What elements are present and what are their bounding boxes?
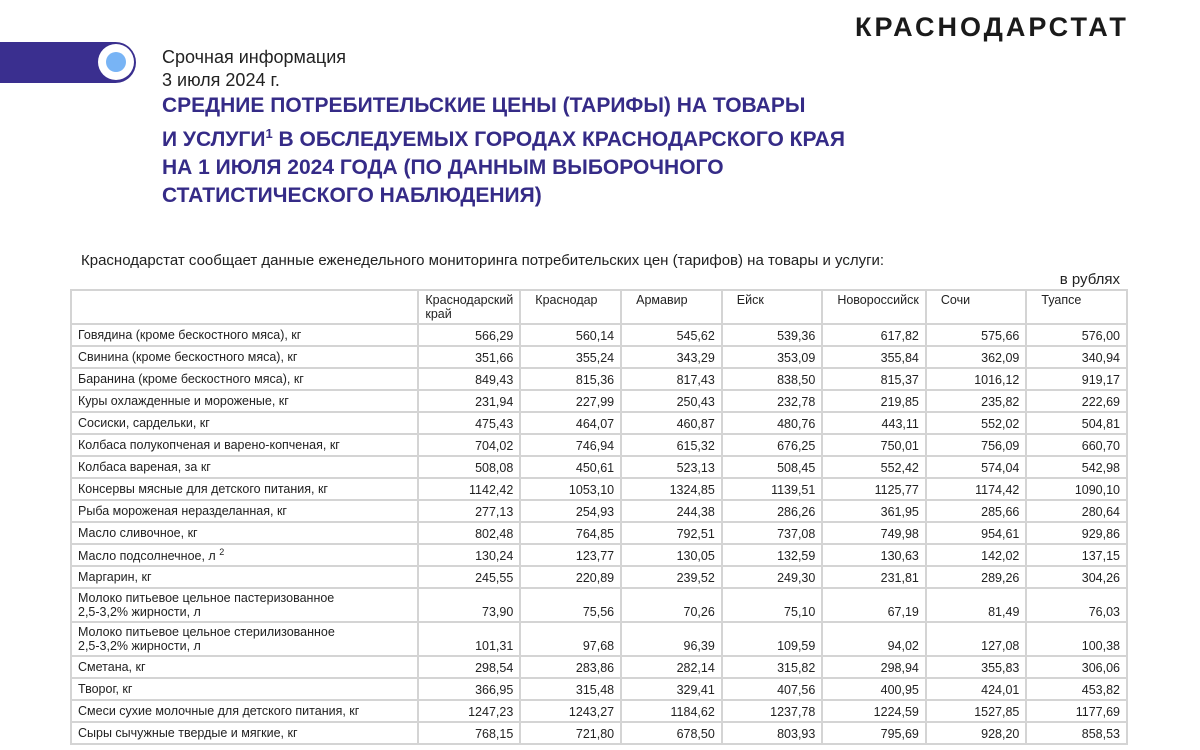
price-cell: 542,98 xyxy=(1026,456,1127,478)
price-cell: 249,30 xyxy=(722,566,823,588)
price-cell: 721,80 xyxy=(520,722,621,744)
product-label-line2: 2,5-3,2% жирности, л xyxy=(78,605,201,620)
price-cell: 109,59 xyxy=(722,622,823,656)
price-cell: 566,29 xyxy=(418,324,520,346)
page-title xyxy=(162,92,845,210)
table-row xyxy=(71,478,1127,500)
price-cell: 764,85 xyxy=(520,522,621,544)
price-cell: 545,62 xyxy=(621,324,722,346)
price-cell: 504,81 xyxy=(1026,412,1127,434)
price-cell: 802,48 xyxy=(418,522,520,544)
price-cell: 480,76 xyxy=(722,412,823,434)
price-cell: 704,02 xyxy=(418,434,520,456)
price-cell: 756,09 xyxy=(926,434,1027,456)
column-header: Сочи xyxy=(926,290,1027,324)
product-label: Молоко питьевое цельное пастеризованное xyxy=(78,591,335,606)
table-row xyxy=(71,500,1127,522)
price-cell: 615,32 xyxy=(621,434,722,456)
price-cell: 97,68 xyxy=(520,622,621,656)
product-name xyxy=(71,412,418,434)
price-cell: 96,39 xyxy=(621,622,722,656)
product-name xyxy=(71,700,418,722)
price-cell: 81,49 xyxy=(926,588,1027,622)
column-header: Ейск xyxy=(722,290,823,324)
price-cell: 858,53 xyxy=(1026,722,1127,744)
product-label: Свинина (кроме бескостного мяса), кг xyxy=(78,350,298,364)
price-cell: 231,94 xyxy=(418,390,520,412)
price-cell: 575,66 xyxy=(926,324,1027,346)
price-cell: 355,24 xyxy=(520,346,621,368)
price-cell: 676,25 xyxy=(722,434,823,456)
price-cell: 235,82 xyxy=(926,390,1027,412)
price-cell: 306,06 xyxy=(1026,656,1127,678)
price-cell: 574,04 xyxy=(926,456,1027,478)
price-cell: 232,78 xyxy=(722,390,823,412)
price-cell: 1324,85 xyxy=(621,478,722,500)
price-cell: 245,55 xyxy=(418,566,520,588)
table-row xyxy=(71,544,1127,566)
price-cell: 617,82 xyxy=(822,324,926,346)
units-label: в рублях xyxy=(1059,271,1120,288)
price-cell: 1090,10 xyxy=(1026,478,1127,500)
price-cell: 815,36 xyxy=(520,368,621,390)
product-label: Сыры сычужные твердые и мягкие, кг xyxy=(78,726,298,741)
price-cell: 795,69 xyxy=(822,722,926,744)
price-cell: 1016,12 xyxy=(926,368,1027,390)
title-text: В ОБСЛЕДУЕМЫХ ГОРОДАХ КРАСНОДАРСКОГО КРАЯ xyxy=(272,128,845,151)
price-cell: 954,61 xyxy=(926,522,1027,544)
price-cell: 70,26 xyxy=(621,588,722,622)
product-label: Колбаса полукопченая и варено-копченая, кг xyxy=(78,438,340,452)
price-cell: 749,98 xyxy=(822,522,926,544)
product-name xyxy=(71,346,418,368)
price-cell: 254,93 xyxy=(520,500,621,522)
price-cell: 552,42 xyxy=(822,456,926,478)
title-line xyxy=(162,120,845,154)
price-cell: 343,29 xyxy=(621,346,722,368)
price-cell: 94,02 xyxy=(822,622,926,656)
product-name xyxy=(71,722,418,744)
table-row xyxy=(71,390,1127,412)
table-row xyxy=(71,622,1127,656)
price-cell: 285,66 xyxy=(926,500,1027,522)
product-name xyxy=(71,678,418,700)
product-label: Баранина (кроме бескостного мяса), кг xyxy=(78,372,304,386)
price-cell: 277,13 xyxy=(418,500,520,522)
product-label: Консервы мясные для детского питания, кг xyxy=(78,482,328,496)
price-cell: 1247,23 xyxy=(418,700,520,722)
price-cell: 137,15 xyxy=(1026,544,1127,566)
price-cell: 1237,78 xyxy=(722,700,823,722)
product-label: Сметана, кг xyxy=(78,660,146,675)
price-cell: 75,56 xyxy=(520,588,621,622)
price-cell: 100,38 xyxy=(1026,622,1127,656)
column-header: Краснодар xyxy=(520,290,621,324)
product-name xyxy=(71,656,418,678)
column-header: Краснодарский край xyxy=(418,290,520,324)
price-cell: 127,08 xyxy=(926,622,1027,656)
product-label: Говядина (кроме бескостного мяса), кг xyxy=(78,328,302,342)
table-row xyxy=(71,678,1127,700)
price-cell: 130,63 xyxy=(822,544,926,566)
price-cell: 1053,10 xyxy=(520,478,621,500)
price-cell: 660,70 xyxy=(1026,434,1127,456)
product-name xyxy=(71,324,418,346)
price-cell: 750,01 xyxy=(822,434,926,456)
product-name xyxy=(71,522,418,544)
price-cell: 227,99 xyxy=(520,390,621,412)
title-text: И УСЛУГИ xyxy=(162,128,266,151)
price-cell: 298,94 xyxy=(822,656,926,678)
price-cell: 222,69 xyxy=(1026,390,1127,412)
price-cell: 1142,42 xyxy=(418,478,520,500)
price-cell: 424,01 xyxy=(926,678,1027,700)
product-name xyxy=(71,588,418,622)
product-label: Творог, кг xyxy=(78,682,133,697)
document-kind: Срочная информация xyxy=(162,47,347,67)
document-date: 3 июля 2024 г. xyxy=(162,70,280,90)
price-cell: 817,43 xyxy=(621,368,722,390)
prices-table xyxy=(70,289,1128,745)
product-name xyxy=(71,368,418,390)
table-row xyxy=(71,368,1127,390)
price-cell: 351,66 xyxy=(418,346,520,368)
price-cell: 353,09 xyxy=(722,346,823,368)
price-cell: 298,54 xyxy=(418,656,520,678)
column-header: Новороссийск xyxy=(822,290,926,324)
product-label-line2: 2,5-3,2% жирности, л xyxy=(78,639,201,654)
price-cell: 1224,59 xyxy=(822,700,926,722)
price-cell: 132,59 xyxy=(722,544,823,566)
price-cell: 508,08 xyxy=(418,456,520,478)
table-row xyxy=(71,656,1127,678)
price-cell: 130,05 xyxy=(621,544,722,566)
price-cell: 75,10 xyxy=(722,588,823,622)
intro-text: Краснодарстат сообщает данные еженедельного мониторинга потребительских цен (тарифов) на товары и услуги: xyxy=(81,252,885,269)
price-cell: 460,87 xyxy=(621,412,722,434)
price-cell: 464,07 xyxy=(520,412,621,434)
price-cell: 231,81 xyxy=(822,566,926,588)
price-cell: 737,08 xyxy=(722,522,823,544)
price-cell: 450,61 xyxy=(520,456,621,478)
price-cell: 142,02 xyxy=(926,544,1027,566)
price-cell: 76,03 xyxy=(1026,588,1127,622)
price-cell: 929,86 xyxy=(1026,522,1127,544)
table-row xyxy=(71,522,1127,544)
price-cell: 73,90 xyxy=(418,588,520,622)
product-label: Сосиски, сардельки, кг xyxy=(78,416,210,430)
table-row xyxy=(71,434,1127,456)
footnote-mark: 2 xyxy=(219,547,225,557)
price-cell: 552,02 xyxy=(926,412,1027,434)
product-label: Масло подсолнечное, л xyxy=(78,549,216,564)
banner-dot-icon xyxy=(106,52,126,72)
price-cell: 362,09 xyxy=(926,346,1027,368)
price-cell: 560,14 xyxy=(520,324,621,346)
product-name xyxy=(71,478,418,500)
product-name xyxy=(71,566,418,588)
price-cell: 815,37 xyxy=(822,368,926,390)
price-cell: 1184,62 xyxy=(621,700,722,722)
price-cell: 919,17 xyxy=(1026,368,1127,390)
price-cell: 289,26 xyxy=(926,566,1027,588)
table-row xyxy=(71,456,1127,478)
price-cell: 130,24 xyxy=(418,544,520,566)
price-cell: 244,38 xyxy=(621,500,722,522)
price-cell: 361,95 xyxy=(822,500,926,522)
table-header-row xyxy=(71,290,1127,324)
product-label: Рыба мороженая неразделанная, кг xyxy=(78,504,287,518)
price-cell: 678,50 xyxy=(621,722,722,744)
footnote-mark: 1 xyxy=(265,126,273,141)
table-row xyxy=(71,722,1127,744)
product-name xyxy=(71,500,418,522)
table-row xyxy=(71,588,1127,622)
price-cell: 849,43 xyxy=(418,368,520,390)
price-cell: 400,95 xyxy=(822,678,926,700)
table-row xyxy=(71,346,1127,368)
product-name xyxy=(71,390,418,412)
brand-logo: КРАСНОДАРСТАТ xyxy=(855,12,1129,42)
price-cell: 803,93 xyxy=(722,722,823,744)
title-line: НА 1 ИЮЛЯ 2024 ГОДА (ПО ДАННЫМ ВЫБОРОЧНОГО xyxy=(162,156,724,179)
price-cell: 355,84 xyxy=(822,346,926,368)
price-cell: 366,95 xyxy=(418,678,520,700)
price-cell: 220,89 xyxy=(520,566,621,588)
header-empty xyxy=(71,290,418,324)
price-cell: 792,51 xyxy=(621,522,722,544)
price-cell: 768,15 xyxy=(418,722,520,744)
price-cell: 523,13 xyxy=(621,456,722,478)
price-cell: 315,82 xyxy=(722,656,823,678)
title-line: СРЕДНИЕ ПОТРЕБИТЕЛЬСКИЕ ЦЕНЫ (ТАРИФЫ) НА ТОВАРЫ xyxy=(162,94,806,117)
price-cell: 355,83 xyxy=(926,656,1027,678)
product-label: Масло сливочное, кг xyxy=(78,526,198,540)
column-header: Туапсе xyxy=(1026,290,1127,324)
price-cell: 1139,51 xyxy=(722,478,823,500)
column-header: Армавир xyxy=(621,290,722,324)
price-cell: 1527,85 xyxy=(926,700,1027,722)
table-row xyxy=(71,700,1127,722)
price-cell: 282,14 xyxy=(621,656,722,678)
price-cell: 304,26 xyxy=(1026,566,1127,588)
price-cell: 1177,69 xyxy=(1026,700,1127,722)
price-cell: 67,19 xyxy=(822,588,926,622)
price-cell: 475,43 xyxy=(418,412,520,434)
product-label: Молоко питьевое цельное стерилизованное xyxy=(78,625,335,640)
price-cell: 1174,42 xyxy=(926,478,1027,500)
product-name xyxy=(71,434,418,456)
price-cell: 576,00 xyxy=(1026,324,1127,346)
price-cell: 838,50 xyxy=(722,368,823,390)
product-label: Колбаса вареная, за кг xyxy=(78,460,211,474)
price-cell: 123,77 xyxy=(520,544,621,566)
product-label: Маргарин, кг xyxy=(78,570,152,585)
price-cell: 250,43 xyxy=(621,390,722,412)
price-cell: 286,26 xyxy=(722,500,823,522)
price-cell: 928,20 xyxy=(926,722,1027,744)
price-cell: 329,41 xyxy=(621,678,722,700)
price-cell: 1125,77 xyxy=(822,478,926,500)
price-cell: 1243,27 xyxy=(520,700,621,722)
product-name xyxy=(71,544,418,566)
price-cell: 508,45 xyxy=(722,456,823,478)
price-cell: 315,48 xyxy=(520,678,621,700)
table-row xyxy=(71,324,1127,346)
price-cell: 239,52 xyxy=(621,566,722,588)
product-label: Куры охлажденные и мороженые, кг xyxy=(78,394,289,408)
product-name xyxy=(71,622,418,656)
price-cell: 280,64 xyxy=(1026,500,1127,522)
price-cell: 407,56 xyxy=(722,678,823,700)
product-name xyxy=(71,456,418,478)
price-cell: 101,31 xyxy=(418,622,520,656)
price-cell: 283,86 xyxy=(520,656,621,678)
table-row xyxy=(71,566,1127,588)
price-cell: 443,11 xyxy=(822,412,926,434)
price-cell: 453,82 xyxy=(1026,678,1127,700)
table-row xyxy=(71,412,1127,434)
price-cell: 219,85 xyxy=(822,390,926,412)
price-cell: 746,94 xyxy=(520,434,621,456)
title-line: СТАТИСТИЧЕСКОГО НАБЛЮДЕНИЯ) xyxy=(162,184,542,207)
price-cell: 539,36 xyxy=(722,324,823,346)
product-label: Смеси сухие молочные для детского питания, кг xyxy=(78,704,360,719)
price-cell: 340,94 xyxy=(1026,346,1127,368)
